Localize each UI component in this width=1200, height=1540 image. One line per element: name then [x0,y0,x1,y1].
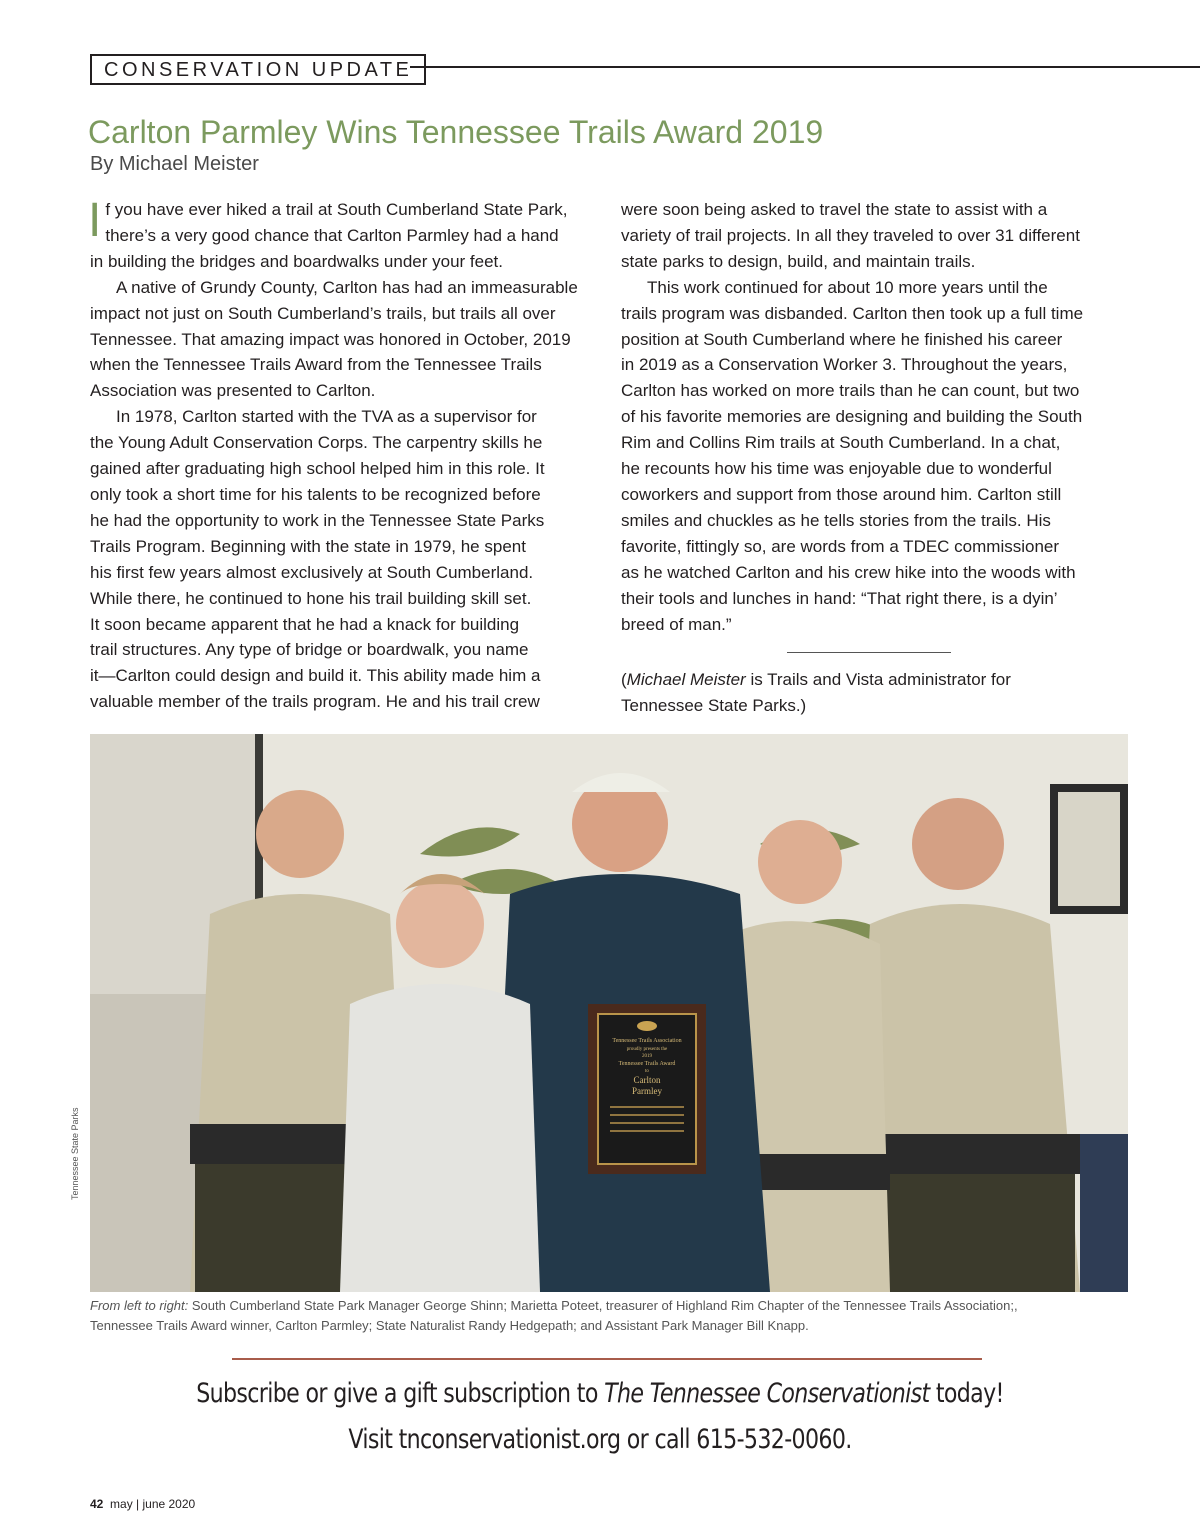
body-line: Rim and Collins Rim trails at South Cumberland. In a chat, [621,433,1061,453]
plaque-to: to [645,1069,649,1074]
body-line: in building the bridges and boardwalks under your feet. [90,251,503,271]
photo-caption [90,1296,1130,1336]
body-line: state parks to design, build, and maintain trails. [621,251,976,271]
plaque-name-first: Carlton [633,1075,661,1085]
body-line: This work continued for about 10 more years until the [647,277,1048,297]
section-label: CONSERVATION UPDATE [90,54,426,85]
body-line: he recounts how his time was enjoyable due to wonderful [621,459,1052,479]
subscribe-promo: Subscribe or give a gift subscription to The Tennessee Conservationist today! [196,1378,1004,1409]
plaque-year: 2019 [642,1054,652,1059]
caption-line: Tennessee Trails Award winner, Carlton Parmley; State Naturalist Randy Hedgepath; and Assistant Park Manager Bill Knapp. [90,1318,809,1333]
body-line: Association was presented to Carlton. [90,381,376,401]
plaque-name-last: Parmley [632,1086,662,1096]
body-line: A native of Grundy County, Carlton has had an immeasurable [116,277,578,297]
author-bio-line: Tennessee State Parks.) [621,696,807,716]
body-line: position at South Cumberland where he finished his career [621,329,1063,349]
body-line: valuable member of the trails program. He and his trail crew [90,692,540,712]
body-line: In 1978, Carlton started with the TVA as a supervisor for [116,407,537,427]
body-line: Carlton has worked on more trails than he can count, but two [621,381,1080,401]
author-name: Michael Meister [626,670,746,690]
photo-credit: Tennessee State Parks [70,1107,80,1200]
article-title: Carlton Parmley Wins Tennessee Trails Award 2019 [88,114,824,150]
article-byline: By Michael Meister [90,153,259,175]
article-column-left [88,194,600,715]
subscribe-contact: Visit tnconservationist.org or call 615-532-0060. [348,1424,852,1455]
body-line: If you have ever hiked a trail at South Cumberland State Park, [88,194,568,247]
body-line: variety of trail projects. In all they traveled to over 31 different [621,225,1080,245]
body-line: when the Tennessee Trails Award from the Tennessee Trails [90,355,542,375]
issue-date: may | june 2020 [110,1497,196,1511]
body-line: of his favorite memories are designing and building the South [621,407,1083,427]
promo-rule [232,1358,982,1360]
header-rule [410,66,1200,68]
magazine-name: The Tennessee Conservationist [604,1378,930,1409]
body-line: were soon being asked to travel the state to assist with a [621,200,1048,219]
body-line: coworkers and support from those around him. Carlton still [621,484,1062,504]
body-line: his first few years almost exclusively at South Cumberland. [90,562,534,582]
award-photo-illustration [90,734,1128,1292]
caption-line: From left to right: South Cumberland State Park Manager George Shinn; Marietta Poteet, treasurer of Highland Rim Chapter of the Tennessee Trails Association;, [90,1298,1018,1313]
body-line: It soon became apparent that he had a knack for building [90,614,520,634]
plaque-presents: proudly presents the [626,1047,668,1052]
drop-cap: I [88,194,102,247]
body-line: Trails Program. Beginning with the state in 1979, he spent [90,536,526,556]
body-line: trails program was disbanded. Carlton then took up a full time [621,303,1084,323]
caption-lead: From left to right: [90,1298,189,1313]
award-plaque [588,1004,706,1174]
page-folio [90,1497,195,1511]
body-line: only took a short time for his talents to be recognized before [90,484,541,504]
body-line: Tennessee. That amazing impact was honored in October, 2019 [90,329,571,349]
body-line: impact not just on South Cumberland’s trails, but trails all over [90,303,556,323]
plaque-org: Tennessee Trails Association [612,1038,682,1044]
body-line: smiles and chuckles as he tells stories from the trails. His [621,510,1051,530]
author-bio-line: (Michael Meister is Trails and Vista administrator for [621,670,1011,690]
end-divider [787,652,951,653]
body-line: in 2019 as a Conservation Worker 3. Throughout the years, [621,355,1068,375]
body-line: trail structures. Any type of bridge or boardwalk, you name [90,640,529,660]
body-line: breed of man.” [621,614,732,634]
plaque-award: Tennessee Trails Award [618,1061,676,1067]
body-line: gained after graduating high school helped him in this role. It [90,459,545,479]
page-number: 42 [90,1497,104,1511]
article-column-right [621,197,1129,719]
body-line: he had the opportunity to work in the Tennessee State Parks [90,510,545,530]
body-line: as he watched Carlton and his crew hike into the woods with [621,562,1076,582]
body-line: the Young Adult Conservation Corps. The carpentry skills he [90,433,543,453]
body-line: While there, he continued to hone his trail building skill set. [90,588,532,608]
body-line: it—Carlton could design and build it. This ability made him a [90,666,541,686]
body-line: there’s a very good chance that Carlton Parmley had a hand [105,225,559,245]
award-photo [90,734,1128,1292]
body-line: favorite, fittingly so, are words from a TDEC commissioner [621,536,1060,556]
body-line: their tools and lunches in hand: “That right there, is a dyin’ [621,588,1058,608]
